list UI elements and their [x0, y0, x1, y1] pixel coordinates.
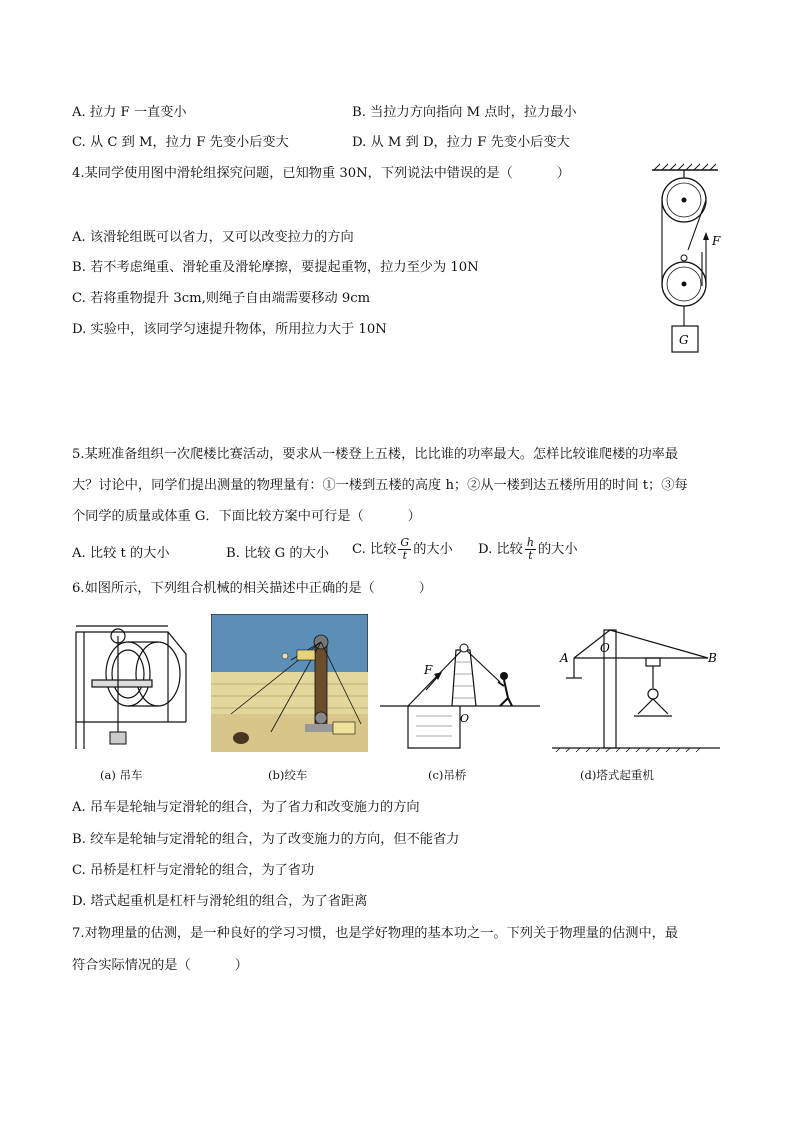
q6-option-a: A. 吊车是轮轴与定滑轮的组合，为了省力和改变施力的方向 — [72, 800, 420, 815]
q5-stem-close: ） — [407, 509, 421, 524]
drawbridge-figure — [380, 630, 540, 750]
q6-stem-text: 6.如图所示，下列组合机械的相关描述中正确的是（ — [72, 581, 375, 596]
q6-stem-close: ） — [418, 581, 432, 596]
crane-point-o: O — [600, 641, 610, 655]
q5-option-c-prefix: C. 比较 — [352, 542, 397, 557]
q4-option-b: B. 若不考虑绳重、滑轮重及滑轮摩擦，要提起重物，拉力至少为 10N — [72, 260, 479, 275]
q7-stem-line1: 7.对物理量的估测，是一种良好的学习习惯，也是学好物理的基本功之一。下列关于物理量的估测中，最 — [72, 926, 679, 941]
crane-figure — [68, 614, 188, 754]
weight-label: G — [679, 333, 689, 347]
q5-option-c-fraction — [398, 537, 411, 562]
fraction-numerator: h — [526, 536, 534, 549]
q5-stem-line2: 大？讨论中，同学们提出测量的物理量有：①一楼到五楼的高度 h；②从一楼到达五楼所用的时间 t；③每 — [72, 478, 688, 493]
q4-stem-close: ） — [556, 166, 570, 181]
q5-option-d — [478, 537, 578, 562]
q5-option-c — [352, 537, 453, 562]
caption-c: (c)吊桥 — [428, 768, 467, 782]
q3-option-a: A. 拉力 F 一直变小 — [72, 105, 187, 120]
caption-d: (d)塔式起重机 — [580, 768, 654, 782]
q4-stem — [72, 164, 570, 184]
fraction-denominator: t — [402, 549, 407, 562]
bridge-pivot-label: O — [460, 712, 470, 725]
force-label: F — [712, 234, 721, 248]
q4-option-c: C. 若将重物提升 3cm,则绳子自由端需要移动 9cm — [72, 291, 371, 306]
caption-a: (a) 吊车 — [100, 768, 143, 782]
q7-stem-line2 — [72, 956, 248, 976]
q5-stem-line3-text: 个同学的质量或体重 G．下面比较方案中可行是（ — [72, 509, 364, 524]
q5-stem-line3 — [72, 507, 421, 527]
q5-option-d-fraction — [525, 537, 536, 562]
q3-option-d: D. 从 M 到 D，拉力 F 先变小后变大 — [352, 135, 570, 150]
winch-figure — [211, 614, 368, 752]
force-arrow-icon — [703, 232, 709, 240]
q5-stem-line1: 5.某班准备组织一次爬楼比赛活动，要求从一楼登上五楼，比比谁的功率最大。怎样比较谁爬楼的功率最 — [72, 447, 679, 462]
q7-stem-line2-text: 符合实际情况的是（ — [72, 958, 191, 973]
tower-crane-figure — [552, 626, 720, 756]
crane-point-b: B — [708, 651, 717, 665]
q4-stem-text: 4.某同学使用图中滑轮组探究问题，已知物重 30N，下列说法中错误的是（ — [72, 166, 513, 181]
q3-option-b: B. 当拉力方向指向 M 点时，拉力最小 — [352, 105, 577, 120]
q5-option-c-suffix: 的大小 — [413, 542, 453, 557]
pulley-system-figure — [640, 160, 730, 360]
q5-option-b: B. 比较 G 的大小 — [226, 546, 329, 561]
q6-stem — [72, 579, 432, 599]
q5-option-d-prefix: D. 比较 — [478, 542, 523, 557]
q6-option-b: B. 绞车是轮轴与定滑轮的组合，为了改变施力的方向，但不能省力 — [72, 832, 460, 847]
fraction-numerator: G — [400, 536, 410, 549]
q6-option-c: C. 吊桥是杠杆与定滑轮的组合，为了省功 — [72, 863, 315, 878]
q4-option-a: A. 该滑轮组既可以省力，又可以改变拉力的方向 — [72, 230, 354, 245]
q5-option-a: A. 比较 t 的大小 — [72, 546, 170, 561]
bridge-force-label: F — [424, 663, 433, 677]
ceiling-hatch — [654, 164, 716, 170]
q7-stem-close: ） — [234, 958, 248, 973]
q6-option-d: D. 塔式起重机是杠杆与滑轮组的组合，为了省距离 — [72, 894, 368, 909]
crane-point-a: A — [560, 651, 569, 665]
q3-option-c: C. 从 C 到 M，拉力 F 先变小后变大 — [72, 135, 289, 150]
fraction-denominator: t — [528, 549, 533, 562]
q4-option-d: D. 实验中，该同学匀速提升物体，所用拉力大于 10N — [72, 322, 387, 337]
q5-option-d-suffix: 的大小 — [537, 542, 578, 557]
caption-b: (b)绞车 — [268, 768, 308, 782]
